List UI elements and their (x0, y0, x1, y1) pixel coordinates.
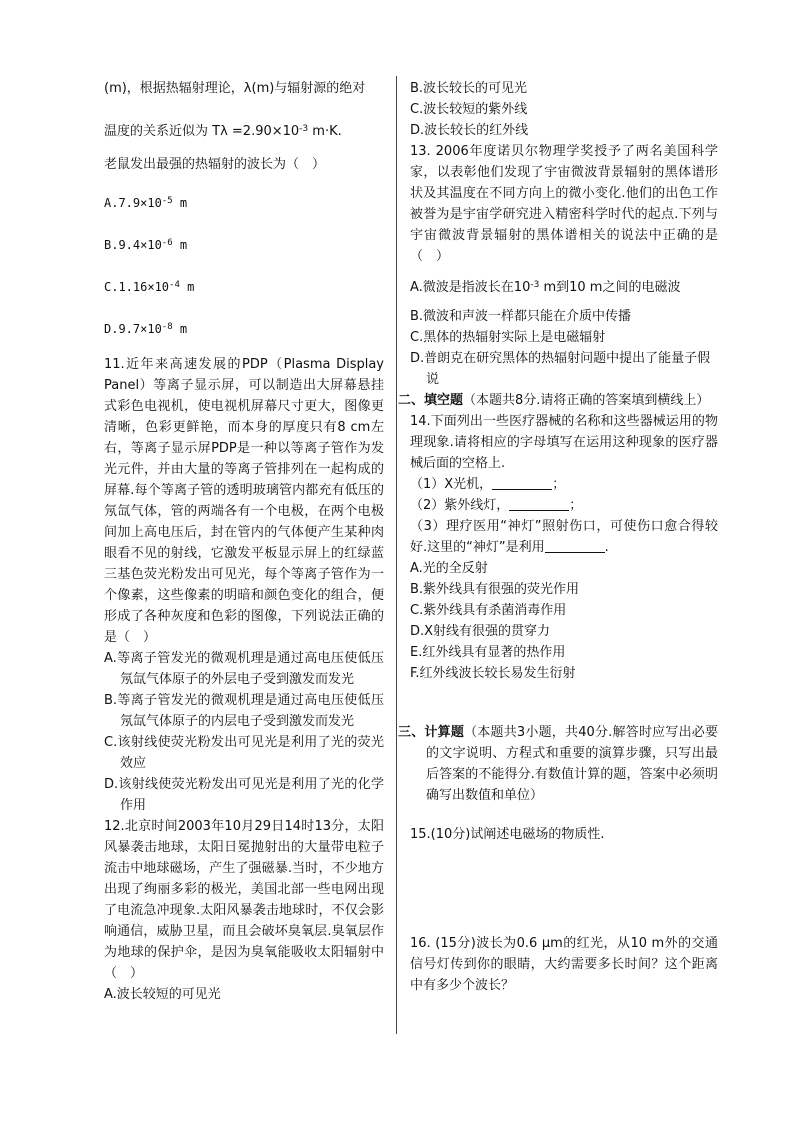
q10-option-a (104, 191, 384, 214)
answer-blank-3[interactable] (545, 538, 605, 553)
q12-option-b: B.波长较长的可见光 (410, 81, 528, 96)
q11-option-c: C.该射线使荧光粉发出可见光是利用了光的荧光效应 (104, 735, 384, 771)
q12-option-a: A.波长较短的可见光 (104, 987, 221, 1002)
q13-option-b: B.微波和声波一样都只能在介质中传播 (410, 309, 632, 324)
item-label: （1）X光机， (410, 477, 493, 492)
q14-option-f: F.红外线波长较长易发生衍射 (410, 666, 576, 681)
q10-text-1: (m)，根据热辐射理论，λ(m)与辐射源的绝对 (104, 81, 366, 96)
q14-option-d: D.X射线有很强的贯穿力 (410, 624, 551, 639)
answer-blank-1[interactable] (492, 475, 552, 490)
q11-option-a: A.等离子管发光的微观机理是通过高电压使低压氖氙气体原子的外层电子受到激发而发光 (104, 651, 384, 687)
option-value: D.9.7×10 (104, 322, 162, 336)
q10-unit: m·K. (308, 124, 342, 139)
q13-option-a (410, 275, 718, 298)
q14-option-b: B.紫外线具有很强的荧光作用 (410, 582, 580, 597)
answer-blank-2[interactable] (509, 496, 569, 511)
option-text-end: m到10 m之间的电磁波 (539, 280, 681, 295)
section-title: 二、填空题 (398, 393, 464, 408)
q14-stem: 14.下面列出一些医疗器械的名称和这些器械运用的物理现象.请将相应的字母填写在运用这种现象的医疗器械后面的空格上. (410, 414, 718, 471)
q10-text-3: 老鼠发出最强的热辐射的波长为（ ） (104, 157, 326, 172)
q14-item-1 (410, 474, 718, 495)
q14-item-2 (410, 495, 718, 516)
item-end: . (604, 540, 609, 555)
q14-option-e: E.红外线具有显著的热作用 (410, 645, 566, 660)
q13-stem: 13. 2006年度诺贝尔物理学奖授予了两名美国科学家，以表彰他们发现了宇宙微波背景辐射的黑体谱形状及其温度在不同方向上的微小变化.他们的出色工作被誉为是宇宙学研究进入精密科学时代的起点.下列与宇宙微波背景辐射的黑体谱相关的说法中正确的是（ ） (410, 144, 718, 264)
option-exponent: -4 (169, 280, 180, 290)
q11-stem: 11.近年来高速发展的PDP（Plasma Display Panel）等离子显示屏，可以制造出大屏幕悬挂式彩色电视机，使电视机屏幕尺寸更大，图像更清晰，色彩更鲜艳，而本身的厚度只有8 cm左右，等离子显示屏PDP是一种以等离子管作为发光元件，并由大量的等离子管排列在一起构成的屏幕.每个等离子管的透明玻璃管内都充有低压的氖氙气体，管的两端各有一个电极，在两个电极间加上高电压后，封在管内的气体便产生某种肉眼看不见的射线，它激发平板显示屏上的红绿蓝三基色荧光粉发出可见光，每个等离子管作为一个像素，这些像素的明暗和颜色变化的组合，便形成了各种灰度和色彩的图像，下列说法正确的是（ ） (104, 357, 384, 645)
q12-option-d: D.波长较长的红外线 (410, 123, 529, 138)
section-note: （本题共3小题，共40分.解答时应写出必要的文字说明、方程式和重要的演算步骤，只写出最后答案的不能得分.有数值计算的题，答案中必须明确写出数值和单位） (426, 725, 718, 803)
q12-option-c: C.波长较短的紫外线 (410, 102, 528, 117)
q13-option-c: C.黑体的热辐射实际上是电磁辐射 (410, 330, 606, 345)
section-title: 三、计算题 (398, 725, 465, 740)
section-3-heading (398, 722, 718, 806)
q14-option-a: A.光的全反射 (410, 561, 488, 576)
q10-formula: 温度的关系近似为 Tλ =2.90×10 (104, 124, 300, 139)
q14-item-3 (410, 516, 718, 558)
option-exponent: -3 (530, 280, 540, 290)
option-unit: m (172, 196, 188, 210)
option-value: C.1.16×10 (104, 280, 170, 294)
q13-option-d: D.普朗克在研究黑体的热辐射问题中提出了能量子假说 (410, 351, 711, 387)
item-end: ； (569, 498, 583, 513)
option-exponent: -6 (161, 238, 173, 248)
q14-option-c: C.紫外线具有杀菌消毒作用 (410, 603, 567, 618)
item-label: （2）紫外线灯， (410, 498, 510, 513)
q10-text-2 (104, 119, 384, 142)
item-label: （3）理疗医用“神灯”照射伤口，可使伤口愈合得较好.这里的“神灯”是利用 (410, 519, 718, 555)
option-exponent: -5 (161, 196, 173, 206)
q15-text: 15.(10分)试阐述电磁场的物质性. (410, 827, 605, 842)
q10-option-c (104, 275, 384, 298)
q10-option-d (104, 317, 384, 340)
option-text: A.微波是指波长在10 (410, 280, 531, 295)
option-value: B.9.4×10 (104, 238, 162, 252)
option-value: A.7.9×10 (104, 196, 162, 210)
item-end: ； (552, 477, 566, 492)
section-note: （本题共8分.请将正确的答案填到横线上） (463, 393, 710, 408)
q10-option-b (104, 233, 384, 256)
q10-exponent: -3 (299, 124, 309, 134)
option-unit: m (179, 280, 195, 294)
right-column (398, 78, 718, 996)
left-column (104, 78, 384, 1005)
q12-stem: 12.北京时间2003年10月29日14时13分，太阳风暴袭击地球，太阳日冕抛射出的大量带电粒子流击中地球磁场，产生了强磁暴.当时，不少地方出现了绚丽多彩的极光，美国北部一些电网出现了电流急冲现象.太阳风暴袭击地球时，不仅会影响通信，威胁卫星，而且会破坏臭氧层.臭氧层作为地球的保护伞，是因为臭氧能吸收太阳辐射中（ ） (104, 819, 384, 981)
q11-option-b: B.等离子管发光的微观机理是通过高电压使低压氖氙气体原子的内层电子受到激发而发光 (104, 693, 384, 729)
option-unit: m (172, 238, 188, 252)
option-exponent: -8 (161, 322, 173, 332)
q16-text: 16. (15分)波长为0.6 μm的红光，从10 m外的交通信号灯传到你的眼睛，大约需要多长时间？这个距离中有多少个波长？ (410, 936, 718, 993)
column-divider (396, 76, 397, 1034)
section-2-heading (398, 390, 718, 411)
q11-option-d: D.该射线使荧光粉发出可见光是利用了光的化学作用 (104, 777, 384, 813)
option-unit: m (172, 322, 188, 336)
